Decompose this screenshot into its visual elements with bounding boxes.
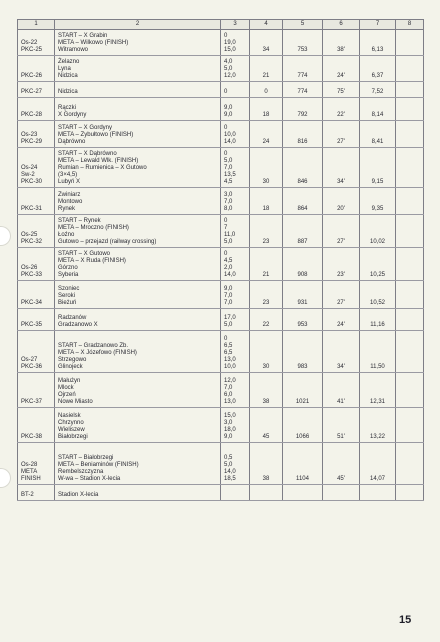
distance-cell-line: 3,0: [224, 420, 233, 426]
place-cell: [55, 188, 221, 215]
place-cell-line: Rynek: [58, 206, 76, 212]
distance-cell-line: 8,0: [224, 206, 233, 212]
table-row: [18, 121, 424, 148]
column-header: 7: [360, 20, 396, 30]
place-cell-line: Montowo: [58, 199, 83, 205]
place-cell-line: Gutowo – przejazd (railway crossing): [58, 239, 157, 245]
total-distance-cell: 792: [283, 98, 323, 121]
stage-code-cell: [18, 443, 55, 485]
empty-cell: [396, 248, 424, 281]
distance-cell: [221, 215, 250, 248]
distance-cell-line: 9,0: [224, 286, 233, 292]
section-time-cell: 27': [323, 215, 360, 248]
section-time-cell: 22': [323, 98, 360, 121]
stage-code-cell: [18, 215, 55, 248]
section-distance-cell: 22: [250, 309, 283, 331]
section-distance-cell: 21: [250, 248, 283, 281]
stage-code-cell-line: Os-23: [21, 132, 38, 138]
place-cell: [55, 373, 221, 408]
section-distance-cell: 38: [250, 443, 283, 485]
section-time-cell: 23': [323, 248, 360, 281]
distance-cell: [221, 331, 250, 373]
place-cell-line: Syberia: [58, 272, 79, 278]
section-time-cell: 38': [323, 30, 360, 56]
distance-cell: [221, 485, 250, 501]
place-cell: [55, 248, 221, 281]
distance-cell-line: 7,0: [224, 300, 233, 306]
empty-cell: [396, 309, 424, 331]
stage-code-cell: [18, 30, 55, 56]
place-cell-line: (3×4,5): [58, 172, 78, 178]
arrival-time-cell: 10,02: [360, 215, 396, 248]
place-cell: [55, 215, 221, 248]
distance-cell-line: 12,0: [224, 73, 236, 79]
section-time-cell: [323, 485, 360, 501]
place-cell-line: Wieliszew: [58, 427, 85, 433]
section-distance-cell: 18: [250, 188, 283, 215]
section-time-cell: 51': [323, 408, 360, 443]
distance-cell: [221, 148, 250, 188]
section-distance-cell: 34: [250, 30, 283, 56]
place-cell-line: Małużyn: [58, 378, 81, 384]
stage-code-cell-line: PKC-38: [21, 434, 43, 440]
distance-cell-line: 5,0: [224, 66, 233, 72]
place-cell-line: Łoźno: [58, 232, 75, 238]
total-distance-cell: 908: [283, 248, 323, 281]
stage-code-cell-line: PKC-35: [21, 322, 43, 328]
place-cell: [55, 331, 221, 373]
distance-cell: [221, 248, 250, 281]
stage-code-cell-line: FINISH: [21, 476, 41, 482]
distance-cell-line: 14,0: [224, 272, 236, 278]
distance-cell-line: 10,0: [224, 364, 236, 370]
empty-cell: [396, 281, 424, 309]
section-distance-cell: 18: [250, 98, 283, 121]
table-row: [18, 485, 424, 501]
table-row: [18, 248, 424, 281]
place-cell-line: START – X Grabin: [58, 33, 108, 39]
section-time-cell: 41': [323, 373, 360, 408]
arrival-time-cell: 8,41: [360, 121, 396, 148]
arrival-time-cell: [360, 485, 396, 501]
empty-cell: [396, 188, 424, 215]
place-cell-line: START – Gradzanowo Zb.: [58, 343, 129, 349]
stage-code-cell: [18, 309, 55, 331]
place-cell-line: Nasielsk: [58, 413, 81, 419]
distance-cell-line: 0: [224, 251, 228, 257]
empty-cell: [396, 331, 424, 373]
distance-cell-line: 12,0: [224, 378, 236, 384]
stage-code-cell: [18, 485, 55, 501]
table-row: [18, 309, 424, 331]
stage-code-cell: [18, 56, 55, 82]
distance-cell: [221, 82, 250, 98]
route-table: [17, 19, 424, 501]
arrival-time-cell: 6,13: [360, 30, 396, 56]
total-distance-cell: 774: [283, 56, 323, 82]
stage-code-cell-line: PKC-36: [21, 364, 43, 370]
section-time-cell: 24': [323, 56, 360, 82]
distance-cell-line: 7,0: [224, 165, 233, 171]
place-cell: [55, 98, 221, 121]
distance-cell: [221, 121, 250, 148]
distance-cell-line: 3,0: [224, 192, 233, 198]
distance-cell-line: 14,0: [224, 469, 236, 475]
place-cell-line: START – X Gutowo: [58, 251, 111, 257]
distance-cell: [221, 98, 250, 121]
distance-cell: [221, 281, 250, 309]
arrival-time-cell: 11,16: [360, 309, 396, 331]
distance-cell-line: 0: [224, 151, 228, 157]
total-distance-cell: 774: [283, 82, 323, 98]
stage-code-cell-line: PKC-32: [21, 239, 43, 245]
empty-cell: [396, 56, 424, 82]
place-cell-line: START – Rynek: [58, 218, 101, 224]
stage-code-cell-line: META: [21, 469, 38, 475]
distance-cell-line: 4,5: [224, 258, 233, 264]
distance-cell-line: 5,0: [224, 239, 233, 245]
place-cell-line: META – Lewald Wlk. (FINISH): [58, 158, 139, 164]
empty-cell: [396, 98, 424, 121]
place-cell-line: START – X Gordyny: [58, 125, 113, 131]
distance-cell-line: 7,0: [224, 293, 233, 299]
stage-code-cell: [18, 281, 55, 309]
total-distance-cell: 931: [283, 281, 323, 309]
table-row: [18, 148, 424, 188]
distance-cell-line: 5,0: [224, 158, 233, 164]
distance-cell-line: 11,0: [224, 232, 236, 238]
stage-code-cell: [18, 82, 55, 98]
stage-code-cell-line: Os-22: [21, 40, 38, 46]
binder-hole: [0, 468, 11, 488]
total-distance-cell: 864: [283, 188, 323, 215]
empty-cell: [396, 121, 424, 148]
arrival-time-cell: 10,52: [360, 281, 396, 309]
distance-cell-line: 0: [224, 89, 228, 95]
place-cell-line: Radzanów: [58, 315, 87, 321]
distance-cell-line: 9,0: [224, 434, 233, 440]
distance-cell-line: 13,0: [224, 357, 236, 363]
distance-cell: [221, 309, 250, 331]
distance-cell-line: 13,5: [224, 172, 236, 178]
distance-cell: [221, 30, 250, 56]
section-distance-cell: [250, 485, 283, 501]
empty-cell: [396, 30, 424, 56]
arrival-time-cell: 14,07: [360, 443, 396, 485]
place-cell-line: Nowe Miasto: [58, 399, 93, 405]
place-cell-line: META – Mroczno (FINISH): [58, 225, 129, 231]
distance-cell-line: 0: [224, 336, 228, 342]
distance-cell-line: 0: [224, 125, 228, 131]
section-distance-cell: 38: [250, 373, 283, 408]
total-distance-cell: 1021: [283, 373, 323, 408]
distance-cell: [221, 188, 250, 215]
stage-code-cell: [18, 148, 55, 188]
total-distance-cell: 753: [283, 30, 323, 56]
place-cell-line: Glinojeck: [58, 364, 83, 370]
place-cell-line: Gradzanowo X: [58, 322, 98, 328]
section-distance-cell: 23: [250, 281, 283, 309]
column-header: 2: [55, 20, 221, 30]
place-cell-line: Rembelszczyzna: [58, 469, 104, 475]
distance-cell-line: 7,0: [224, 199, 233, 205]
place-cell-line: Ojrzeń: [58, 392, 76, 398]
stage-code-cell-line: PKC-31: [21, 206, 43, 212]
distance-cell-line: 15,0: [224, 413, 236, 419]
stage-code-cell-line: PKC-33: [21, 272, 43, 278]
stage-code-cell-line: PKC-25: [21, 47, 43, 53]
section-distance-cell: 23: [250, 215, 283, 248]
arrival-time-cell: 12,31: [360, 373, 396, 408]
table-row: [18, 98, 424, 121]
distance-cell-line: 14,0: [224, 139, 236, 145]
total-distance-cell: [283, 485, 323, 501]
section-time-cell: 75': [323, 82, 360, 98]
arrival-time-cell: 7,52: [360, 82, 396, 98]
distance-cell-line: 4,5: [224, 179, 233, 185]
distance-cell-line: 0: [224, 33, 228, 39]
section-time-cell: 20': [323, 188, 360, 215]
distance-cell-line: 6,5: [224, 343, 233, 349]
column-header: 3: [221, 20, 250, 30]
distance-cell-line: 4,0: [224, 59, 233, 65]
place-cell-line: START – X Dąbrówno: [58, 151, 117, 157]
place-cell-line: Seroki: [58, 293, 76, 299]
section-time-cell: 24': [323, 309, 360, 331]
place-cell-line: Rączki: [58, 105, 77, 111]
place-cell-line: Szoniec: [58, 286, 80, 292]
distance-cell-line: 19,0: [224, 40, 236, 46]
distance-cell: [221, 373, 250, 408]
distance-cell-line: 13,0: [224, 399, 236, 405]
section-distance-cell: 30: [250, 148, 283, 188]
empty-cell: [396, 148, 424, 188]
column-header: 4: [250, 20, 283, 30]
empty-cell: [396, 443, 424, 485]
arrival-time-cell: 8,14: [360, 98, 396, 121]
arrival-time-cell: 9,35: [360, 188, 396, 215]
stage-code-cell-line: PKC-28: [21, 112, 43, 118]
place-cell-line: META – X Józefowo (FINISH): [58, 350, 137, 356]
table-row: [18, 281, 424, 309]
place-cell: [55, 56, 221, 82]
distance-cell-line: 7,0: [224, 385, 233, 391]
section-time-cell: 27': [323, 281, 360, 309]
place-cell-line: Żelazno: [58, 59, 80, 65]
place-cell-line: Mlock: [58, 385, 74, 391]
column-header: 1: [18, 20, 55, 30]
place-cell: [55, 121, 221, 148]
column-header: 8: [396, 20, 424, 30]
table-row: [18, 373, 424, 408]
total-distance-cell: 887: [283, 215, 323, 248]
stage-code-cell-line: PKC-34: [21, 300, 43, 306]
column-header: 6: [323, 20, 360, 30]
table-row: [18, 30, 424, 56]
place-cell-line: Rumian – Rumienica – X Gutowo: [58, 165, 147, 171]
distance-cell-line: 7: [224, 225, 228, 231]
place-cell-line: Górzno: [58, 265, 78, 271]
binder-hole: [0, 226, 11, 246]
place-cell-line: Lyna: [58, 66, 71, 72]
distance-cell-line: 0,5: [224, 455, 233, 461]
stage-code-cell-line: Os-27: [21, 357, 38, 363]
page-number: 15: [399, 614, 412, 626]
place-cell: [55, 485, 221, 501]
stage-code-cell-line: PKC-26: [21, 73, 43, 79]
empty-cell: [396, 82, 424, 98]
distance-cell-line: 0: [224, 218, 228, 224]
distance-cell: [221, 443, 250, 485]
place-cell-line: Stadion X-lecia: [58, 492, 99, 498]
empty-cell: [396, 215, 424, 248]
stage-code-cell: [18, 373, 55, 408]
place-cell: [55, 148, 221, 188]
place-cell-line: META – Wilkowo (FINISH): [58, 40, 129, 46]
place-cell-line: META – X Ruda (FINISH): [58, 258, 126, 264]
section-time-cell: 34': [323, 148, 360, 188]
place-cell-line: Chrzynno: [58, 420, 84, 426]
place-cell-line: Strzegowo: [58, 357, 87, 363]
place-cell-line: START – Białobrzegi: [58, 455, 114, 461]
distance-cell-line: 2,0: [224, 265, 233, 271]
place-cell-line: Bieżuń: [58, 300, 77, 306]
place-cell-line: META – Beniaminów (FINISH): [58, 462, 139, 468]
table-row: [18, 56, 424, 82]
stage-code-cell-line: PKC-37: [21, 399, 43, 405]
place-cell: [55, 82, 221, 98]
stage-code-cell: [18, 248, 55, 281]
arrival-time-cell: 6,37: [360, 56, 396, 82]
distance-cell-line: 10,0: [224, 132, 236, 138]
arrival-time-cell: 13,22: [360, 408, 396, 443]
place-cell-line: Dąbrówno: [58, 139, 86, 145]
column-header: 5: [283, 20, 323, 30]
stage-code-cell-line: Os-25: [21, 232, 38, 238]
place-cell-line: META – Zybułtowo (FINISH): [58, 132, 134, 138]
table-row: [18, 331, 424, 373]
place-cell-line: W-wa – Stadion X-lecia: [58, 476, 121, 482]
distance-cell-line: 9,0: [224, 105, 233, 111]
empty-cell: [396, 373, 424, 408]
table-row: [18, 82, 424, 98]
table-row: [18, 215, 424, 248]
table-row: [18, 408, 424, 443]
stage-code-cell: [18, 121, 55, 148]
place-cell-line: Nidzica: [58, 73, 78, 79]
total-distance-cell: 983: [283, 331, 323, 373]
arrival-time-cell: 9,15: [360, 148, 396, 188]
place-cell: [55, 30, 221, 56]
table-row: [18, 443, 424, 485]
distance-cell-line: 6,0: [224, 392, 233, 398]
empty-cell: [396, 485, 424, 501]
total-distance-cell: 1104: [283, 443, 323, 485]
section-time-cell: 45': [323, 443, 360, 485]
section-distance-cell: 45: [250, 408, 283, 443]
stage-code-cell: [18, 98, 55, 121]
place-cell: [55, 281, 221, 309]
stage-code-cell-line: PKC-30: [21, 179, 43, 185]
distance-cell-line: 18,5: [224, 476, 236, 482]
stage-code-cell: [18, 188, 55, 215]
stage-code-cell-line: Os-26: [21, 265, 38, 271]
arrival-time-cell: 11,50: [360, 331, 396, 373]
stage-code-cell-line: PKC-27: [21, 89, 43, 95]
place-cell-line: Nidzica: [58, 89, 78, 95]
total-distance-cell: 953: [283, 309, 323, 331]
section-distance-cell: 0: [250, 82, 283, 98]
route-table-body: [18, 30, 424, 501]
stage-code-cell: [18, 331, 55, 373]
stage-code-cell-line: PKC-29: [21, 139, 43, 145]
place-cell-line: Lubyń X: [58, 179, 81, 185]
stage-code-cell-line: BT-2: [21, 492, 34, 498]
distance-cell-line: 17,0: [224, 315, 236, 321]
place-cell-line: Białobrzegi: [58, 434, 88, 440]
distance-cell-line: 5,0: [224, 322, 233, 328]
table-row: [18, 188, 424, 215]
distance-cell-line: 6,5: [224, 350, 233, 356]
distance-cell-line: 5,0: [224, 462, 233, 468]
place-cell-line: Zwiniarz: [58, 192, 81, 198]
arrival-time-cell: 10,25: [360, 248, 396, 281]
section-distance-cell: 30: [250, 331, 283, 373]
place-cell: [55, 443, 221, 485]
total-distance-cell: 846: [283, 148, 323, 188]
place-cell-line: Witramowo: [58, 47, 89, 53]
distance-cell: [221, 56, 250, 82]
stage-code-cell-line: Sw-2: [21, 172, 35, 178]
distance-cell-line: 18,0: [224, 427, 236, 433]
stage-code-cell: [18, 408, 55, 443]
header-row: [18, 20, 424, 30]
distance-cell-line: 15,0: [224, 47, 236, 53]
section-distance-cell: 21: [250, 56, 283, 82]
section-distance-cell: 24: [250, 121, 283, 148]
empty-cell: [396, 408, 424, 443]
place-cell: [55, 408, 221, 443]
distance-cell: [221, 408, 250, 443]
section-time-cell: 34': [323, 331, 360, 373]
section-time-cell: 27': [323, 121, 360, 148]
distance-cell-line: 9,0: [224, 112, 233, 118]
place-cell-line: X Gordyny: [58, 112, 87, 118]
total-distance-cell: 1066: [283, 408, 323, 443]
stage-code-cell-line: Os-24: [21, 165, 38, 171]
total-distance-cell: 816: [283, 121, 323, 148]
place-cell: [55, 309, 221, 331]
stage-code-cell-line: Os-28: [21, 462, 38, 468]
